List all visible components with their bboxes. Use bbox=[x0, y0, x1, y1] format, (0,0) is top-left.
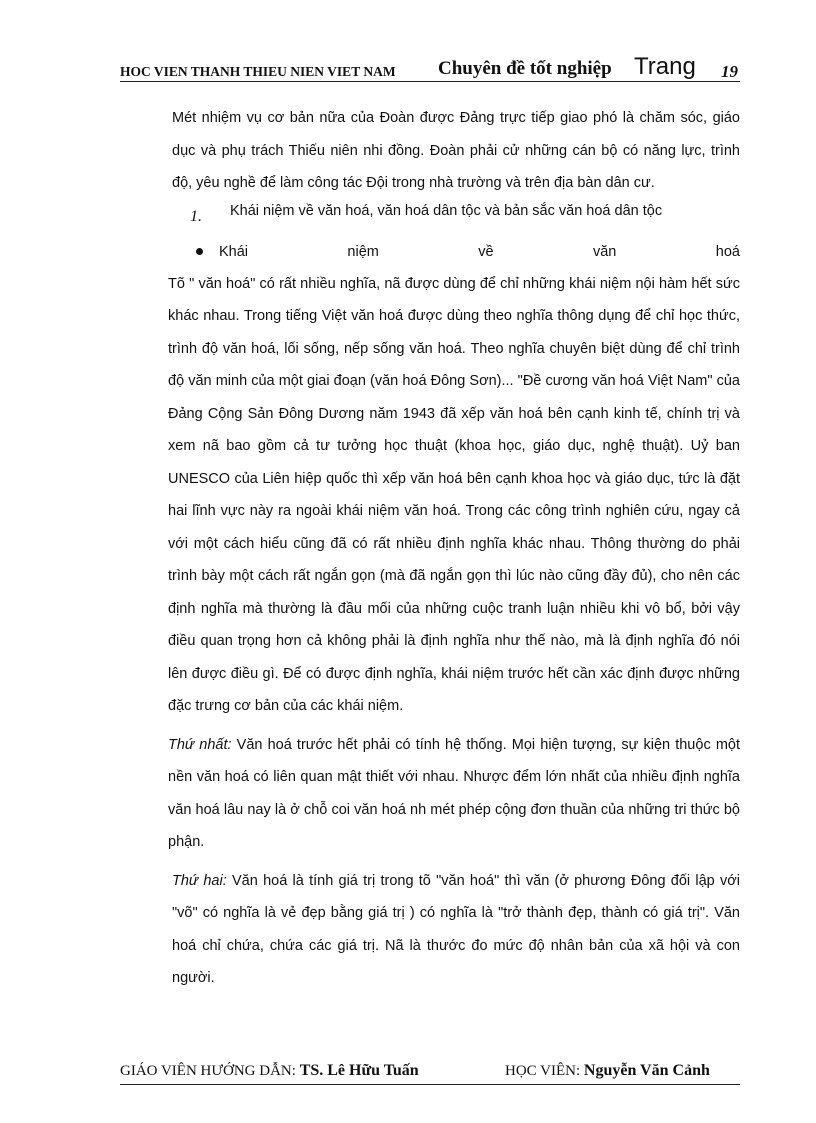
paragraph-3-lead: Thứ nhất: bbox=[168, 736, 232, 753]
paragraph-4-text: Văn hoá là tính giá trị trong tõ "văn hoá" thì văn (ở phương Đông đối lập với "võ" có nghĩa là vẻ đẹp bằng giá trị ) có nghĩa là "trở thành đẹp, thành có giá trị". Văn hoá chỉ chứa, chứa các giá trị. Nã là thước đo mức độ nhân bản của xã hội và con người. bbox=[172, 872, 740, 986]
paragraph-4 bbox=[120, 865, 740, 995]
paragraph-1: Mét nhiệm vụ cơ bản nữa của Đoàn được Đảng trực tiếp giao phó là chăm sóc, giáo dục và phụ trách Thiếu niên nhi đồng. Đoàn phải cử những cán bộ có năng lực, trình độ, yêu nghề để làm công tác Đội trong nhà trường và trên địa bàn dân cư. bbox=[172, 110, 740, 191]
footer-student-name: Nguyễn Văn Cảnh bbox=[583, 1062, 710, 1079]
bullet-item bbox=[120, 236, 740, 268]
bullet-word: niệm bbox=[347, 243, 379, 260]
bullet-word: về bbox=[478, 243, 494, 260]
header-page-label: Trang bbox=[634, 53, 696, 80]
bullet-icon bbox=[196, 248, 203, 255]
paragraph-3 bbox=[120, 729, 740, 859]
paragraph-4-lead: Thứ hai: bbox=[172, 872, 227, 889]
bullet-word: Khái bbox=[219, 243, 249, 260]
paragraph-2: Tõ " văn hoá" có rất nhiều nghĩa, nã được dùng để chỉ những khái niệm nội hàm hết sức khác nhau. Trong tiếng Việt văn hoá được dùng theo nghĩa thông dụng để chỉ học thức, trình độ văn hoá, lối sống, nếp sống văn hoá. Theo nghĩa chuyên biệt dùng để chỉ trình độ văn minh của một giai đoạn (văn hoá Đông Sơn)... "Đề cương văn hoá Việt Nam" của Đảng Cộng Sản Đông Dương năm 1943 đã xếp văn hoá bên cạnh kinh tế, chính trị và xem nã bao gồm cả tư tưởng học thuật (khoa học, giáo dục, nghệ thuật). Uỷ ban UNESCO của Liên hiệp quốc thì xếp văn hoá bên cạnh khoa học và giáo dục, tức là đặt hai lĩnh vực này ra ngoài khái niệm văn hoá. Trong các công trình nghiên cứu, ngay cả với một cách hiểu cũng đã có rất nhiều định nghĩa khác nhau. Thông thường do phải trình bày một cách rất ngắn gọn (mà đã ngắn gọn thì lúc nào cũng đầy đủ), cho nên các định nghĩa mà thường là đầu mối của những cuộc tranh luận nhiều khi vô bổ, bởi vậy điều quan trọng hơn cả không phải là định nghĩa như thế nào, mà là định nghĩa đó nói lên được điều gì. Để có được định nghĩa, khái niệm trước hết cần xác định được những đặc trưng cơ bản của các khái niệm. bbox=[168, 275, 740, 714]
section-number: 1. bbox=[190, 207, 202, 225]
page-header bbox=[120, 55, 740, 82]
paragraph-3-text: Văn hoá trước hết phải có tính hệ thống. Mọi hiện tượng, sự kiện thuộc một nền văn hoá có liên quan mật thiết với nhau. Nhược đểm lớn nhất của nhiều định nghĩa văn hoá lâu nay là ở chỗ coi văn hoá nh mét phép cộng đơn thuần của những tri thức bộ phận. bbox=[168, 736, 741, 850]
footer-student bbox=[505, 1062, 710, 1080]
footer-teacher bbox=[120, 1062, 419, 1080]
section-heading bbox=[120, 202, 740, 236]
bullet-text bbox=[219, 244, 740, 260]
footer-teacher-label: GIÁO VIÊN HƯỚNG DẪN: bbox=[120, 1063, 296, 1079]
header-topic: Chuyên đề tốt nghiệp bbox=[438, 58, 612, 79]
bullet-word: văn bbox=[592, 243, 617, 260]
footer-teacher-name: TS. Lê Hữu Tuấn bbox=[299, 1062, 419, 1079]
bullet-word: hoá bbox=[715, 243, 740, 260]
page-footer bbox=[120, 1062, 740, 1085]
header-page-number: 19 bbox=[721, 62, 738, 81]
section-title: Khái niệm về văn hoá, văn hoá dân tộc và bản sắc văn hoá dân tộc bbox=[230, 202, 663, 219]
header-org: HOC VIEN THANH THIEU NIEN VIET NAM bbox=[120, 64, 396, 79]
footer-student-label: HỌC VIÊN: bbox=[505, 1063, 581, 1079]
document-body bbox=[120, 102, 740, 995]
